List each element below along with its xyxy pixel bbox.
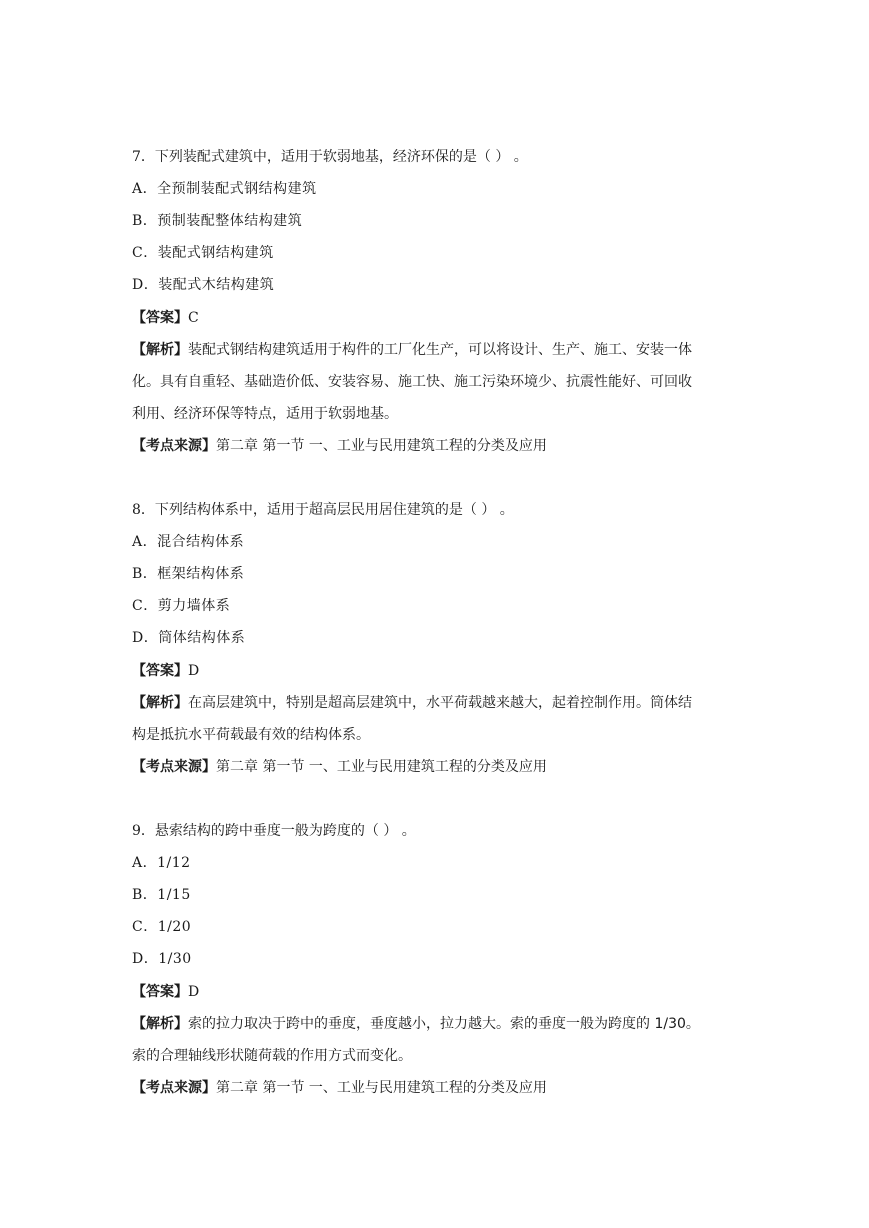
source-line (132, 1078, 752, 1098)
analysis-line-2: 化。具有自重轻、基础造价低、安装容易、施工快、施工污染环境少、抗震性能好、可回收 (132, 374, 692, 390)
answer-line (132, 308, 752, 328)
analysis-label: 【解析】 (132, 1016, 188, 1032)
option-c: C．剪力墙体系 (132, 598, 231, 614)
answer-line (132, 661, 752, 681)
source-label: 【考点来源】 (132, 759, 216, 775)
analysis-line-2: 构是抵抗水平荷载最有效的结构体系。 (132, 727, 370, 743)
answer-value: C (188, 310, 199, 326)
option-c: C．1/20 (132, 919, 192, 935)
source-line (132, 757, 752, 777)
source-text: 第二章 第一节 一、工业与民用建筑工程的分类及应用 (216, 438, 547, 454)
analysis-line-2: 索的合理轴线形状随荷载的作用方式而变化。 (132, 1048, 412, 1064)
analysis-line-1 (132, 340, 752, 360)
source-label: 【考点来源】 (132, 438, 216, 454)
option-b: B．预制装配整体结构建筑 (132, 213, 303, 229)
answer-value: D (188, 663, 200, 679)
answer-line (132, 982, 752, 1002)
option-b: B．框架结构体系 (132, 566, 245, 582)
option-b: B．1/15 (132, 887, 191, 903)
option-a: A．1/12 (132, 855, 191, 871)
source-text: 第二章 第一节 一、工业与民用建筑工程的分类及应用 (216, 1080, 547, 1096)
analysis-line-1 (132, 693, 752, 713)
analysis-line-3: 利用、经济环保等特点，适用于软弱地基。 (132, 406, 398, 422)
answer-label: 【答案】 (132, 663, 188, 679)
question-stem: 9．悬索结构的跨中垂度一般为跨度的（ ） 。 (132, 823, 416, 839)
option-d: D．装配式木结构建筑 (132, 277, 275, 293)
answer-value: D (188, 984, 200, 1000)
answer-label: 【答案】 (132, 984, 188, 1000)
question-stem: 7．下列装配式建筑中，适用于软弱地基，经济环保的是（ ） 。 (132, 149, 528, 165)
option-d: D．1/30 (132, 951, 192, 967)
option-d: D．筒体结构体系 (132, 630, 246, 646)
option-c: C．装配式钢结构建筑 (132, 245, 274, 261)
analysis-label: 【解析】 (132, 695, 188, 711)
analysis-text: 装配式钢结构建筑适用于构件的工厂化生产，可以将设计、生产、施工、安装一体 (188, 342, 692, 358)
source-text: 第二章 第一节 一、工业与民用建筑工程的分类及应用 (216, 759, 547, 775)
question-stem: 8．下列结构体系中，适用于超高层民用居住建筑的是（ ） 。 (132, 502, 514, 518)
answer-label: 【答案】 (132, 310, 188, 326)
source-line (132, 436, 752, 456)
analysis-text: 索的拉力取决于跨中的垂度，垂度越小，拉力越大。索的垂度一般为跨度的 1/30。 (188, 1016, 700, 1032)
analysis-text: 在高层建筑中，特别是超高层建筑中，水平荷载越来越大，起着控制作用。筒体结 (188, 695, 692, 711)
option-a: A．全预制装配式钢结构建筑 (132, 181, 317, 197)
source-label: 【考点来源】 (132, 1080, 216, 1096)
option-a: A．混合结构体系 (132, 534, 245, 550)
analysis-label: 【解析】 (132, 342, 188, 358)
analysis-line-1 (132, 1014, 752, 1034)
